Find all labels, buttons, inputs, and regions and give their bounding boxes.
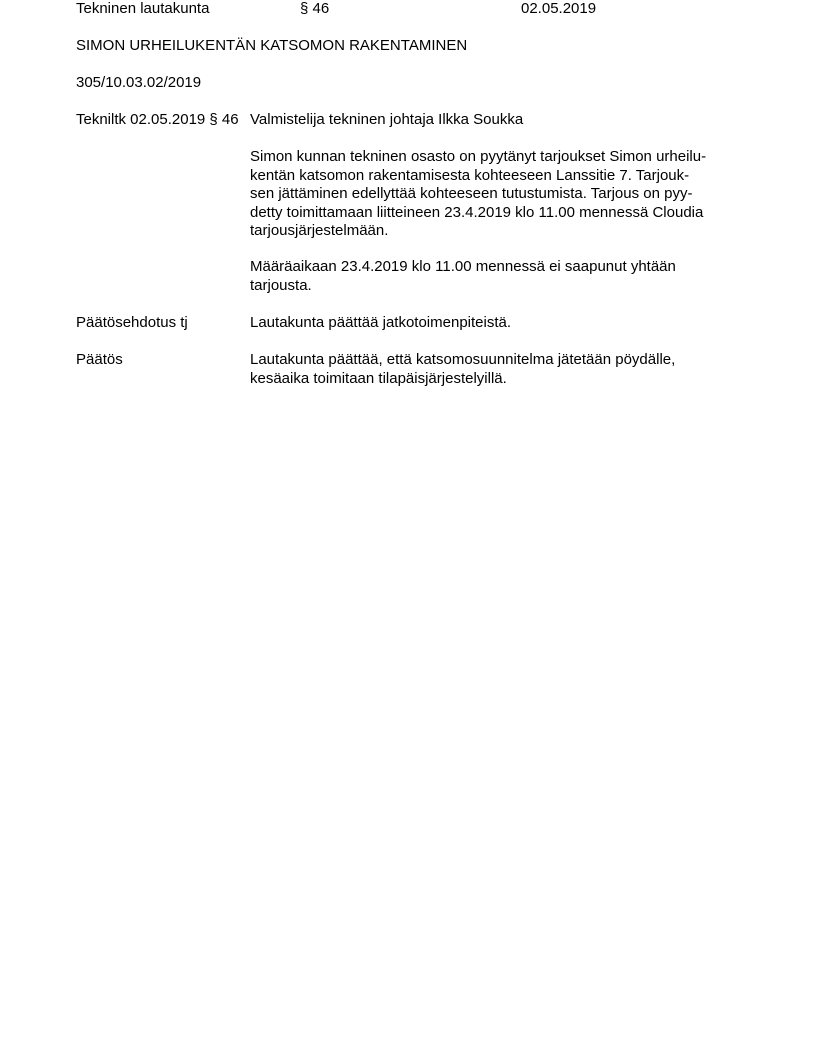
proposal-label: Päätösehdotus tj	[76, 314, 188, 331]
paragraph-line: tarjousta.	[250, 276, 312, 294]
decision-line: Lautakunta päättää, että katsomosuunnitelma jätetään pöydälle,	[250, 351, 676, 368]
paragraph-line: Määräaikaan 23.4.2019 klo 11.00 mennessä ei saapunut yhtään	[250, 258, 676, 275]
decision-label: Päätös	[76, 351, 123, 368]
paragraph-line: tarjousjärjestelmään.	[250, 222, 389, 239]
record-number: 305/10.03.02/2019	[76, 74, 202, 91]
preparer-text: Valmistelija tekninen johtaja Ilkka Soukka	[250, 111, 524, 128]
paragraph-line: detty toimittamaan liitteineen 23.4.2019 klo 11.00 mennessä Cloudia	[250, 203, 704, 221]
decision-line: kesäaika toimitaan tilapäisjärjestelyillä.	[250, 369, 507, 387]
header-section-number: § 46	[300, 0, 330, 17]
paragraph-line: kentän katsomon rakentamisesta kohteeseen Lanssitie 7. Tarjouk-	[250, 166, 690, 184]
background-paragraph	[250, 148, 706, 241]
header-committee-name: Tekninen lautakunta	[76, 0, 210, 17]
decision-text	[250, 351, 675, 388]
preparation-reference: Tekniltk 02.05.2019 § 46	[76, 111, 239, 128]
deadline-paragraph	[250, 258, 676, 295]
header-date: 02.05.2019	[521, 0, 597, 17]
document-title: SIMON URHEILUKENTÄN KATSOMON RAKENTAMINEN	[76, 37, 468, 54]
paragraph-line: Simon kunnan tekninen osasto on pyytänyt tarjoukset Simon urheilu-	[250, 148, 707, 165]
proposal-text: Lautakunta päättää jatkotoimenpiteistä.	[250, 314, 512, 331]
paragraph-line: sen jättäminen edellyttää kohteeseen tutustumista. Tarjous on pyy-	[250, 185, 693, 202]
